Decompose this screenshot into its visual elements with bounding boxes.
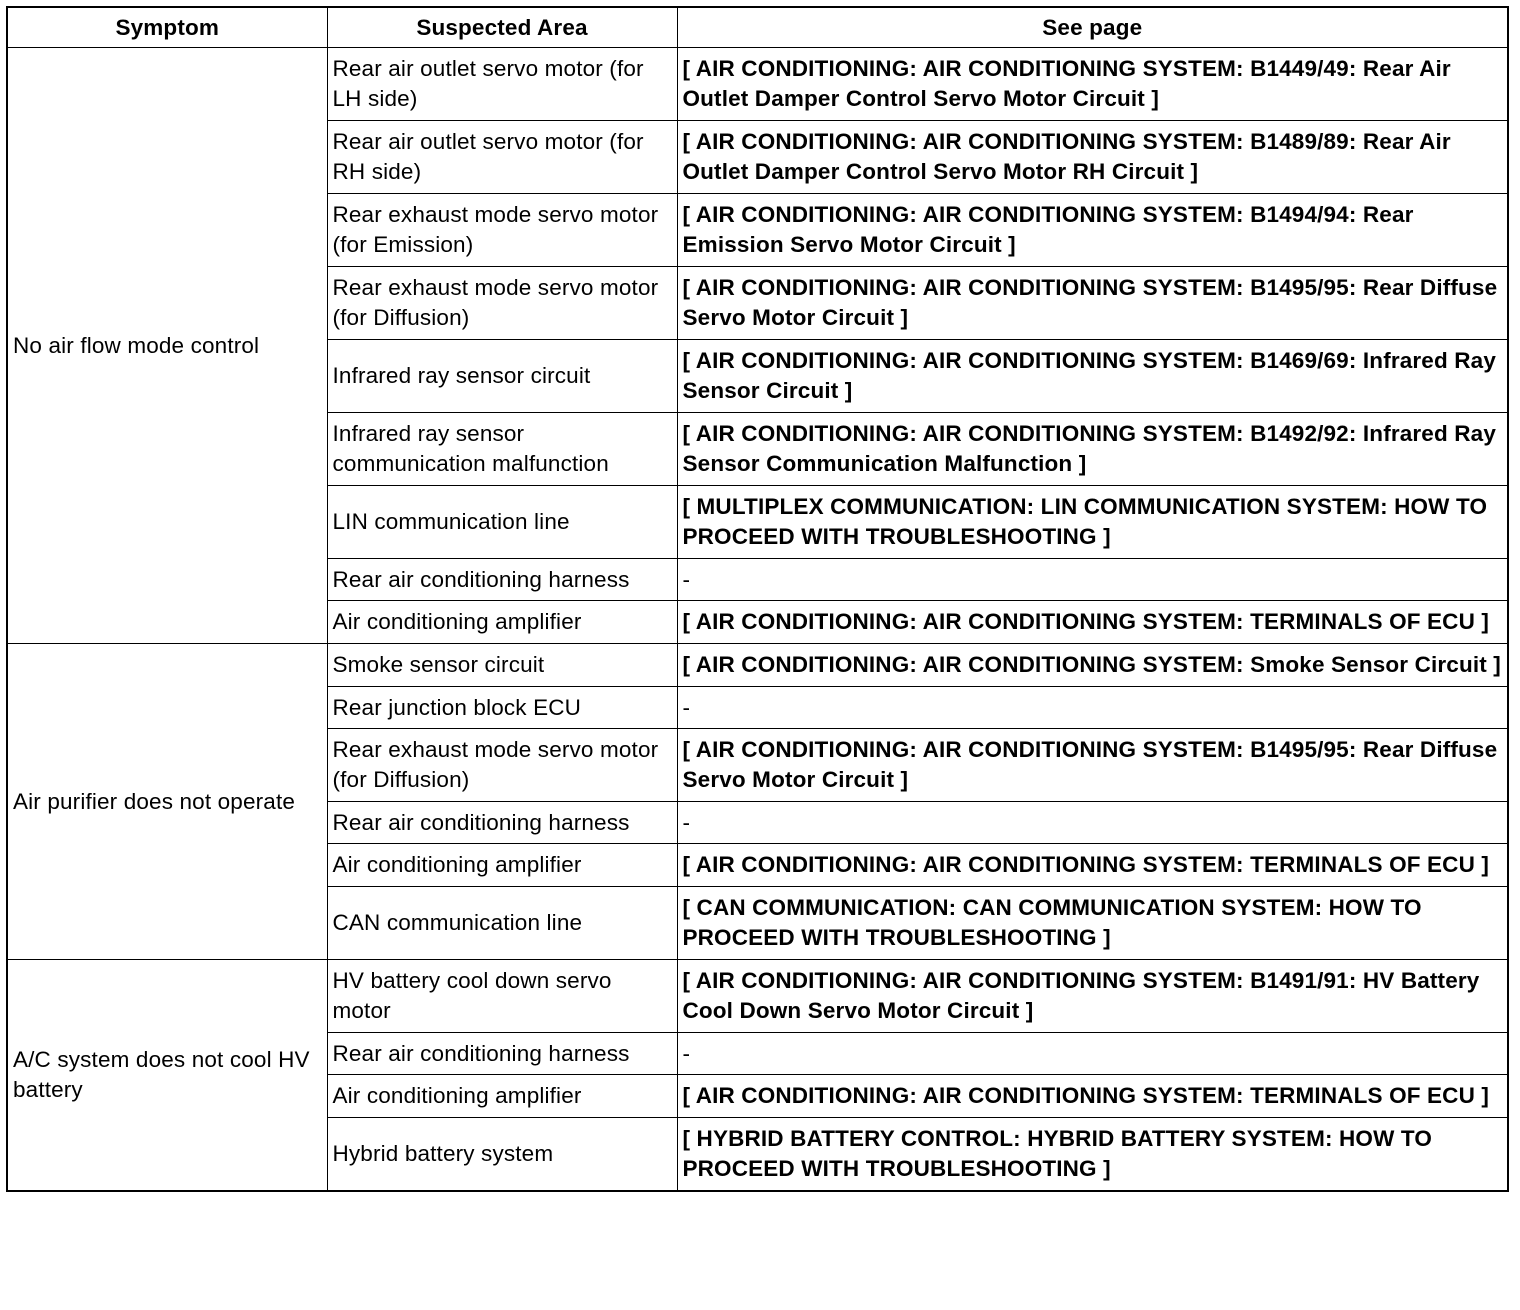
suspected-area-cell: Infrared ray sensor circuit (327, 340, 677, 413)
symptom-cell: No air flow mode control (7, 48, 327, 644)
suspected-area-cell: Rear air conditioning harness (327, 802, 677, 844)
see-page-link[interactable]: [ CAN COMMUNICATION: CAN COMMUNICATION SYSTEM: HOW TO PROCEED WITH TROUBLESHOOTING ] (677, 887, 1508, 960)
see-page-link[interactable]: [ AIR CONDITIONING: AIR CONDITIONING SYSTEM: B1491/91: HV Battery Cool Down Servo Motor Circuit ] (677, 960, 1508, 1033)
suspected-area-cell: Rear air conditioning harness (327, 1033, 677, 1075)
see-page-link[interactable]: [ AIR CONDITIONING: AIR CONDITIONING SYSTEM: Smoke Sensor Circuit ] (677, 644, 1508, 687)
suspected-area-cell: Rear air outlet servo motor (for LH side) (327, 48, 677, 121)
troubleshooting-table (6, 6, 1509, 1192)
see-page-link[interactable]: [ HYBRID BATTERY CONTROL: HYBRID BATTERY SYSTEM: HOW TO PROCEED WITH TROUBLESHOOTING ] (677, 1118, 1508, 1192)
symptom-cell: Air purifier does not operate (7, 644, 327, 960)
suspected-area-cell: Hybrid battery system (327, 1118, 677, 1192)
suspected-area-cell: Infrared ray sensor communication malfunction (327, 413, 677, 486)
suspected-area-cell: HV battery cool down servo motor (327, 960, 677, 1033)
see-page-link[interactable]: [ AIR CONDITIONING: AIR CONDITIONING SYSTEM: B1449/49: Rear Air Outlet Damper Control Servo Motor Circuit ] (677, 48, 1508, 121)
header-see-page: See page (677, 7, 1508, 48)
suspected-area-cell: Air conditioning amplifier (327, 844, 677, 887)
see-page-link[interactable]: [ AIR CONDITIONING: AIR CONDITIONING SYSTEM: B1495/95: Rear Diffuse Servo Motor Circuit ] (677, 267, 1508, 340)
suspected-area-cell: LIN communication line (327, 486, 677, 559)
suspected-area-cell: Rear junction block ECU (327, 687, 677, 729)
see-page-link[interactable]: [ AIR CONDITIONING: AIR CONDITIONING SYSTEM: B1494/94: Rear Emission Servo Motor Circuit ] (677, 194, 1508, 267)
suspected-area-cell: Rear exhaust mode servo motor (for Diffusion) (327, 729, 677, 802)
header-symptom: Symptom (7, 7, 327, 48)
see-page-cell: - (677, 1033, 1508, 1075)
see-page-link[interactable]: [ MULTIPLEX COMMUNICATION: LIN COMMUNICATION SYSTEM: HOW TO PROCEED WITH TROUBLESHOOTING ] (677, 486, 1508, 559)
see-page-link[interactable]: [ AIR CONDITIONING: AIR CONDITIONING SYSTEM: TERMINALS OF ECU ] (677, 1075, 1508, 1118)
see-page-cell: - (677, 687, 1508, 729)
see-page-link[interactable]: [ AIR CONDITIONING: AIR CONDITIONING SYSTEM: B1489/89: Rear Air Outlet Damper Control Servo Motor RH Circuit ] (677, 121, 1508, 194)
see-page-cell: - (677, 559, 1508, 601)
table-row (7, 644, 1508, 687)
suspected-area-cell: Rear exhaust mode servo motor (for Diffusion) (327, 267, 677, 340)
suspected-area-cell: Air conditioning amplifier (327, 601, 677, 644)
suspected-area-cell: CAN communication line (327, 887, 677, 960)
see-page-cell: - (677, 802, 1508, 844)
symptom-cell: A/C system does not cool HV battery (7, 960, 327, 1192)
suspected-area-cell: Rear air conditioning harness (327, 559, 677, 601)
see-page-link[interactable]: [ AIR CONDITIONING: AIR CONDITIONING SYSTEM: B1492/92: Infrared Ray Sensor Communication Malfunction ] (677, 413, 1508, 486)
header-suspected-area: Suspected Area (327, 7, 677, 48)
suspected-area-cell: Rear exhaust mode servo motor (for Emission) (327, 194, 677, 267)
suspected-area-cell: Smoke sensor circuit (327, 644, 677, 687)
suspected-area-cell: Air conditioning amplifier (327, 1075, 677, 1118)
table-row (7, 48, 1508, 121)
see-page-link[interactable]: [ AIR CONDITIONING: AIR CONDITIONING SYSTEM: TERMINALS OF ECU ] (677, 844, 1508, 887)
table-row (7, 960, 1508, 1033)
suspected-area-cell: Rear air outlet servo motor (for RH side) (327, 121, 677, 194)
see-page-link[interactable]: [ AIR CONDITIONING: AIR CONDITIONING SYSTEM: TERMINALS OF ECU ] (677, 601, 1508, 644)
header-row (7, 7, 1508, 48)
see-page-link[interactable]: [ AIR CONDITIONING: AIR CONDITIONING SYSTEM: B1495/95: Rear Diffuse Servo Motor Circuit ] (677, 729, 1508, 802)
see-page-link[interactable]: [ AIR CONDITIONING: AIR CONDITIONING SYSTEM: B1469/69: Infrared Ray Sensor Circuit ] (677, 340, 1508, 413)
